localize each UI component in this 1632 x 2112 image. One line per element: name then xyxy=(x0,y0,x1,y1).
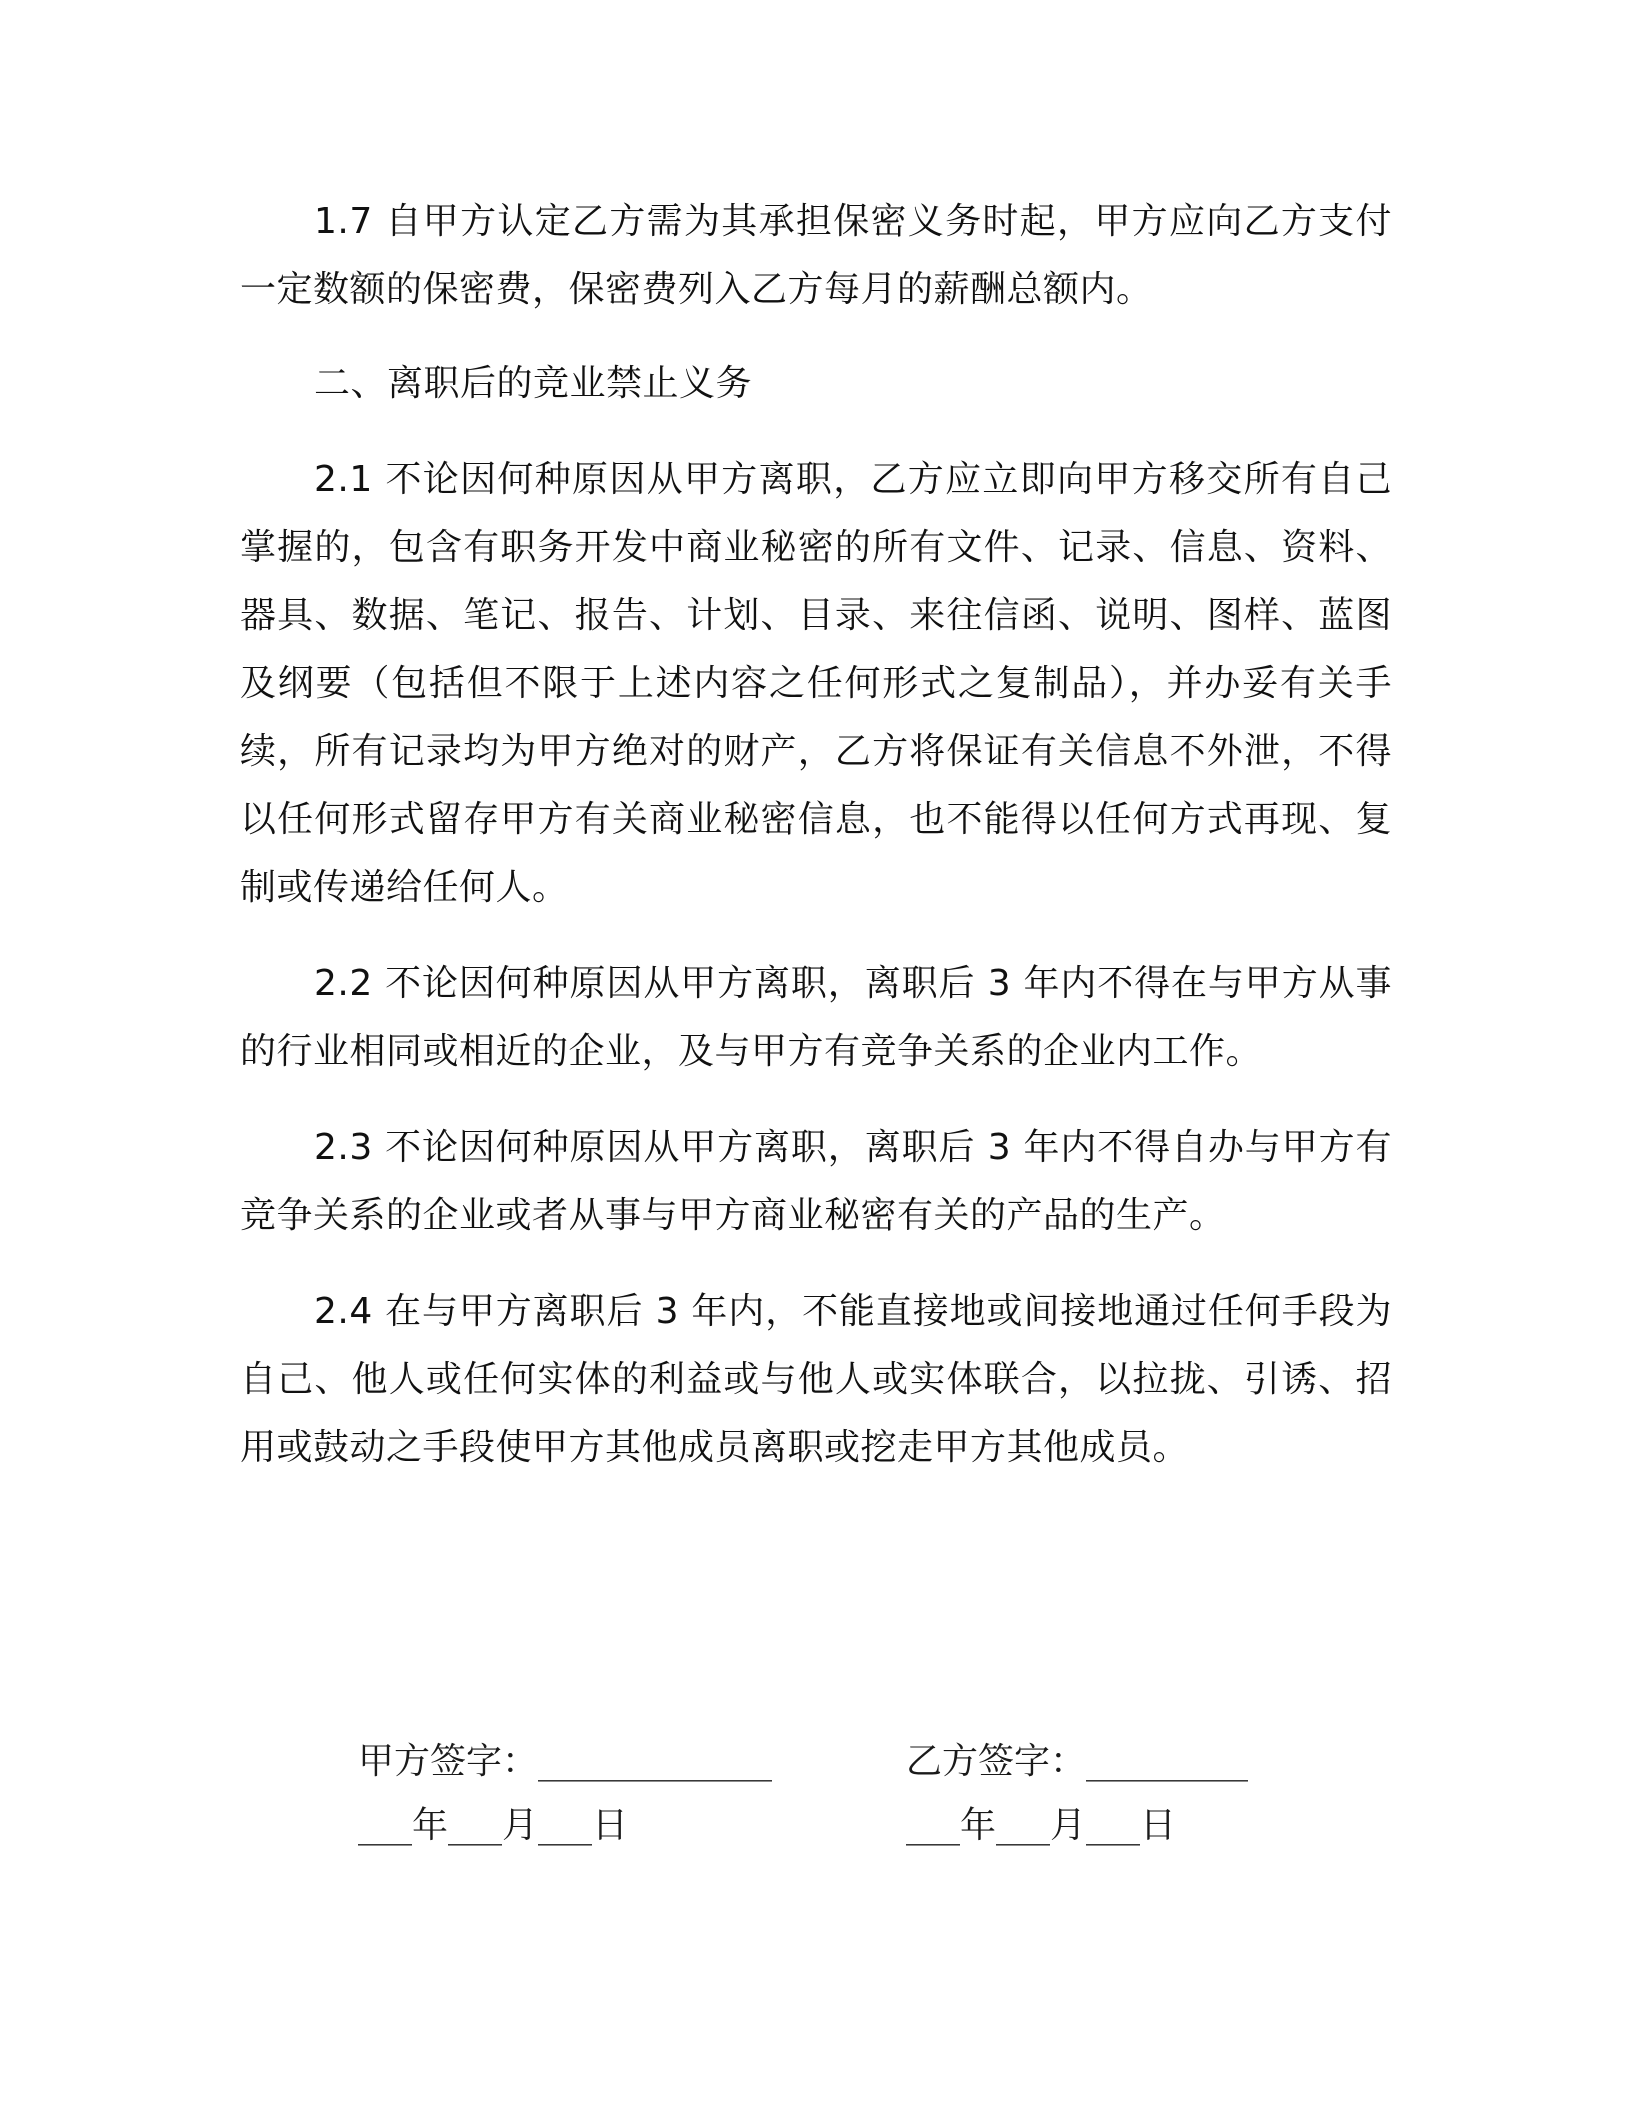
clause-2-3: 2.3 不论因何种原因从甲方离职，离职后 3 年内不得自办与甲方有竞争关系的企业或者从事与甲方商业秘密有关的产品的生产。 xyxy=(240,1127,1392,1236)
section-2-heading: 二、离职后的竞业禁止义务 xyxy=(314,363,753,404)
party-a-sign-line: 甲方签字：_____________ xyxy=(358,1741,773,1782)
clause-2-2: 2.2 不论因何种原因从甲方离职，离职后 3 年内不得在与甲方从事的行业相同或相近的企业，及与甲方有竞争关系的企业内工作。 xyxy=(240,963,1392,1072)
party-b-date-line: ___年___月___日 xyxy=(906,1805,1177,1846)
clause-1-7: 1.7 自甲方认定乙方需为其承担保密义务时起，甲方应向乙方支付一定数额的保密费，保密费列入乙方每月的薪酬总额内。 xyxy=(240,201,1392,310)
party-b-sign-line: 乙方签字：_________ xyxy=(906,1741,1249,1782)
clause-2-4: 2.4 在与甲方离职后 3 年内，不能直接地或间接地通过任何手段为自己、他人或任何实体的利益或与他人或实体联合，以拉拢、引诱、招用或鼓动之手段使甲方其他成员离职或挖走甲方其他成员。 xyxy=(240,1291,1392,1468)
party-a-signature xyxy=(358,1730,772,1858)
party-b-signature xyxy=(906,1730,1248,1858)
party-a-date-line: ___年___月___日 xyxy=(358,1805,629,1846)
document-body xyxy=(240,188,1392,1482)
clause-2-1: 2.1 不论因何种原因从甲方离职，乙方应立即向甲方移交所有自己掌握的，包含有职务开发中商业秘密的所有文件、记录、信息、资料、器具、数据、笔记、报告、计划、目录、来往信函、说明、图样、蓝图及纲要（包括但不限于上述内容之任何形式之复制品），并办妥有关手续，所有记录均为甲方绝对的财产，乙方将保证有关信息不外泄，不得以任何形式留存甲方有关商业秘密信息，也不能得以任何方式再现、复制或传递给任何人。 xyxy=(240,459,1392,908)
